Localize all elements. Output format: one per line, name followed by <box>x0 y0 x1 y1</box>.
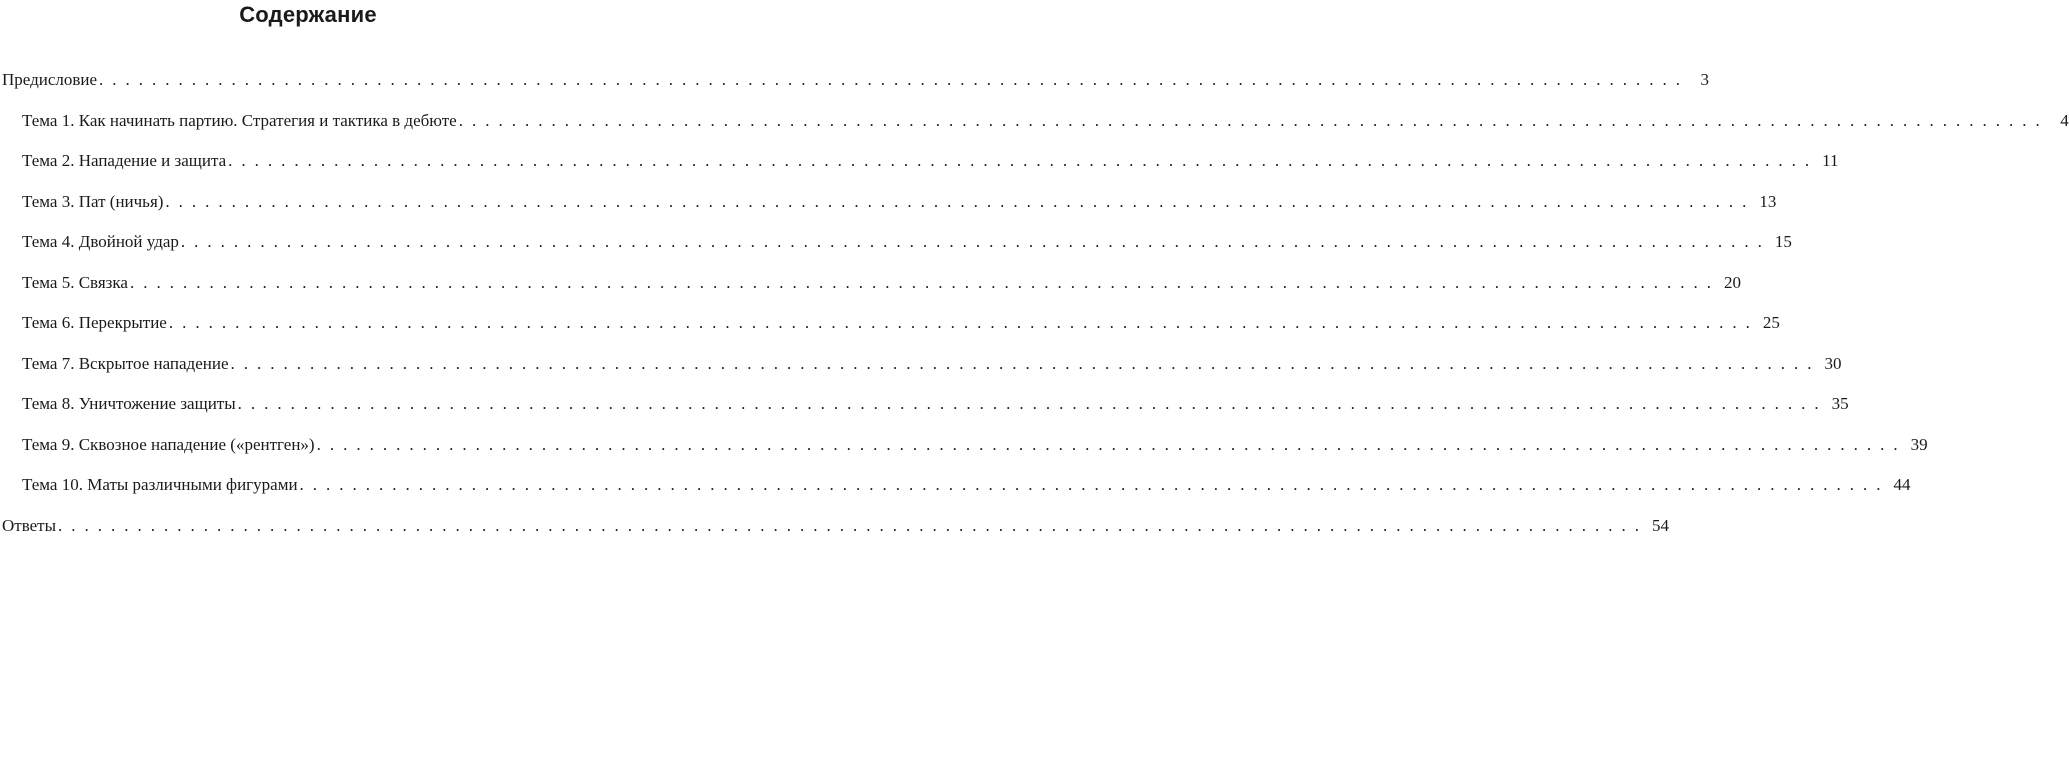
toc-entry-topic-8[interactable] <box>0 384 1849 425</box>
toc-entry-title: Тема 5. Связка <box>22 272 128 292</box>
toc-entry-page: 15 <box>1774 232 1792 252</box>
toc-entry-page: 13 <box>1759 191 1777 211</box>
toc-entry-title: Тема 3. Пат (ничья) <box>22 191 164 211</box>
toc-entry-topic-10[interactable] <box>0 465 1911 506</box>
dot-leader: ........................................................................................................................ <box>299 475 1890 495</box>
toc-entry-page: 11 <box>1822 151 1839 171</box>
page-title: Содержание <box>239 2 377 27</box>
toc-entry-page: 4 <box>2060 110 2069 130</box>
toc-entry-page: 39 <box>1910 434 1928 454</box>
dot-leader: ........................................................................................................................ <box>129 272 1720 292</box>
dot-leader: ........................................................................................................................ <box>237 394 1828 414</box>
dot-leader: ........................................................................................................................ <box>58 515 1649 535</box>
toc-entry-page: 3 <box>1700 70 1710 90</box>
toc-entry-topic-5[interactable] <box>0 263 1741 304</box>
toc-entry-title: Тема 9. Сквозное нападение («рентген») <box>22 434 315 454</box>
dot-leader: ........................................................................................................................ <box>228 151 1819 171</box>
dot-leader: ........................................................................................................................ <box>458 110 2049 130</box>
toc-entry-title: Тема 10. Маты различными фигурами <box>22 475 298 495</box>
toc-entry-topic-6[interactable] <box>0 303 1780 344</box>
toc-entry-page: 25 <box>1762 313 1780 333</box>
toc-entry-page: 20 <box>1723 272 1741 292</box>
toc-entry-page: 30 <box>1824 353 1842 373</box>
toc-entry-title: Тема 6. Перекрытие <box>22 313 167 333</box>
toc-entry-title: Предисловие <box>2 70 98 90</box>
toc-entry-topic-1[interactable] <box>0 101 2069 142</box>
table-of-contents <box>0 60 2069 546</box>
dot-leader: ........................................................................................................................ <box>165 191 1756 211</box>
toc-entry-topic-2[interactable] <box>0 141 1839 182</box>
toc-entry-title: Тема 4. Двойной удар <box>22 232 179 252</box>
toc-entry-title: Тема 7. Вскрытое нападение <box>22 353 229 373</box>
toc-entry-page: 44 <box>1893 475 1911 495</box>
toc-entry-topic-3[interactable] <box>0 182 1777 223</box>
toc-entry-page: 54 <box>1652 515 1670 535</box>
dot-leader: ........................................................................................................................ <box>99 70 1690 90</box>
toc-entry-topic-7[interactable] <box>0 344 1842 385</box>
toc-entry-title: Тема 8. Уничтожение защиты <box>22 394 236 414</box>
toc-entry-title: Ответы <box>2 515 57 535</box>
toc-entry-preface[interactable] <box>0 60 1710 101</box>
toc-entry-title: Тема 1. Как начинать партию. Стратегия и тактика в дебюте <box>22 110 457 130</box>
toc-entry-topic-4[interactable] <box>0 222 1792 263</box>
dot-leader: ........................................................................................................................ <box>230 353 1821 373</box>
dot-leader: ........................................................................................................................ <box>180 232 1771 252</box>
dot-leader: ........................................................................................................................ <box>168 313 1759 333</box>
toc-entry-title: Тема 2. Нападение и защита <box>22 151 227 171</box>
toc-entry-page: 35 <box>1831 394 1849 414</box>
toc-entry-topic-9[interactable] <box>0 425 1928 466</box>
toc-entry-answers[interactable] <box>0 506 1670 547</box>
dot-leader: ........................................................................................................................ <box>316 434 1907 454</box>
